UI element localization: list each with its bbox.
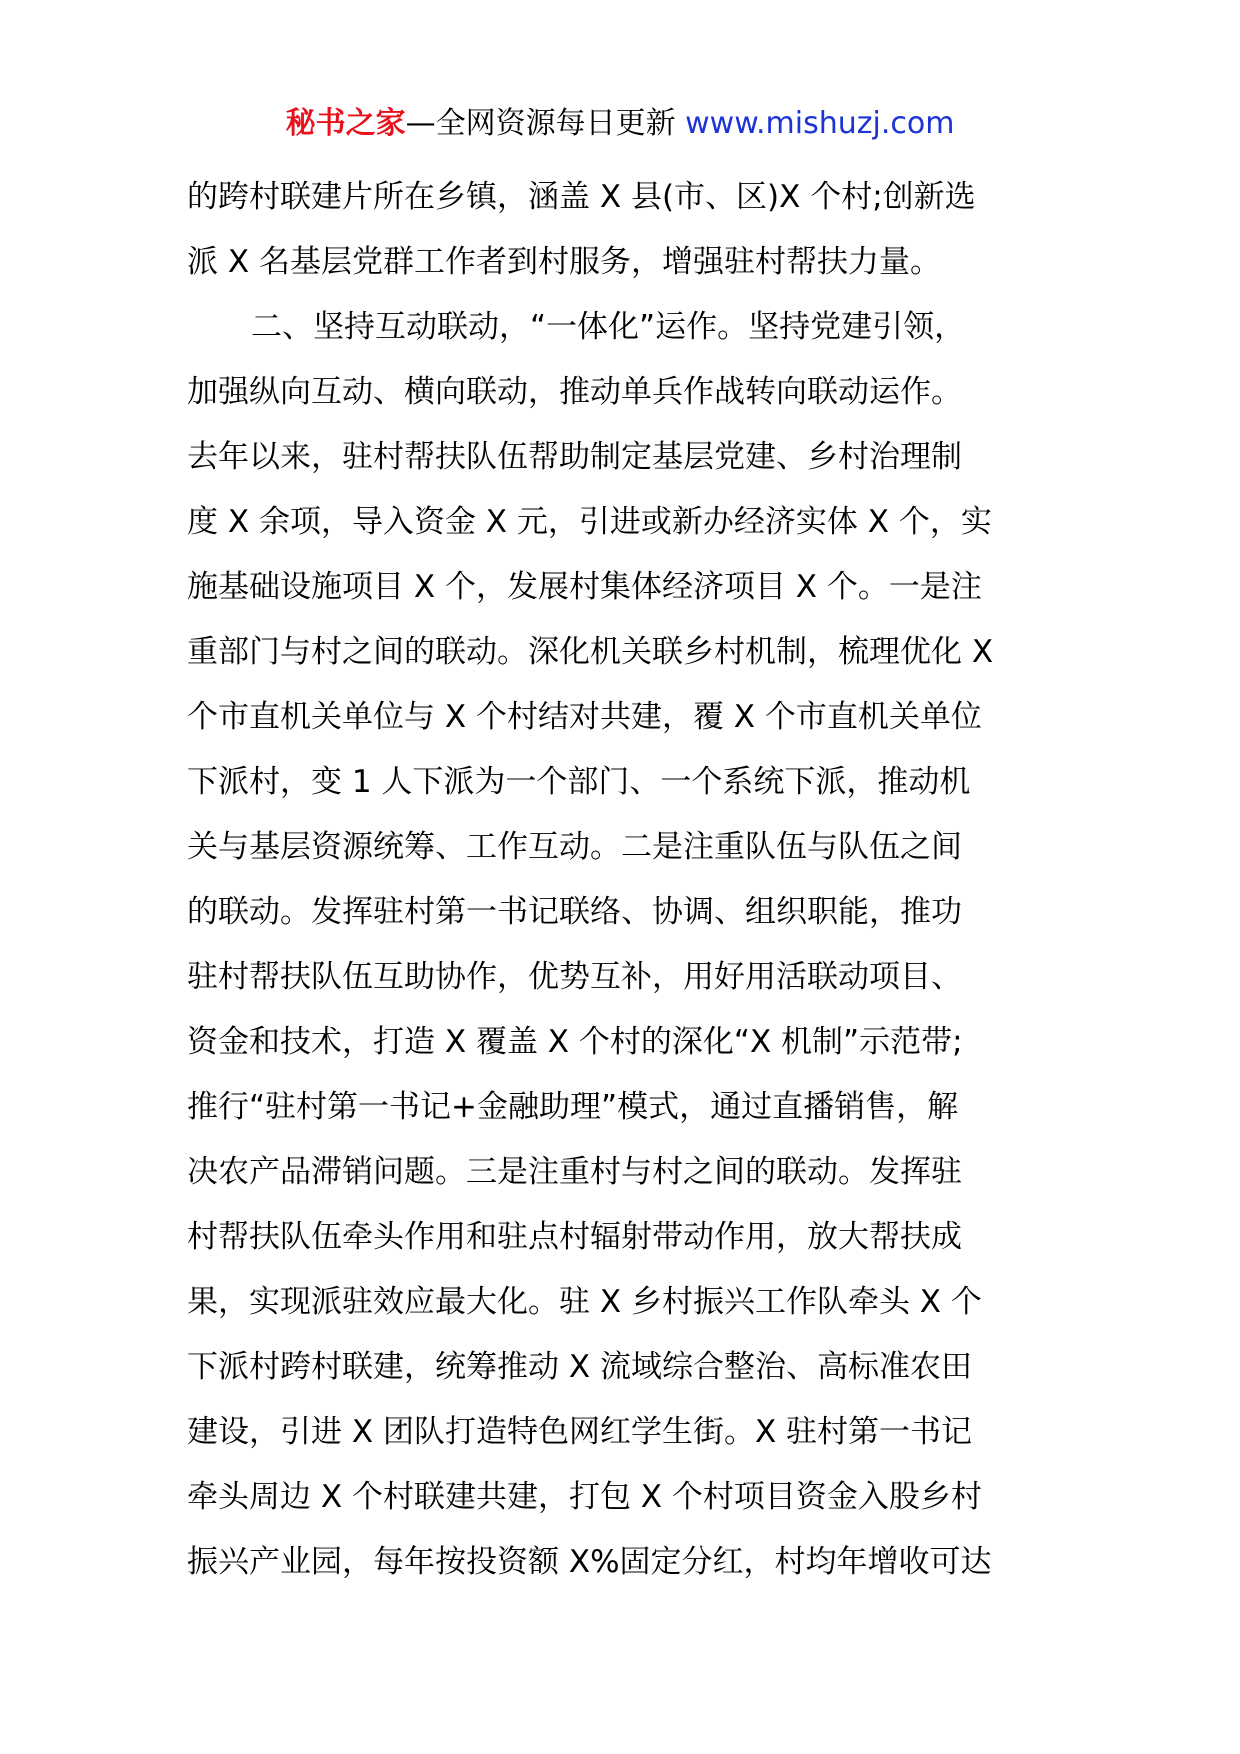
text-line: 决农产品滞销问题。三是注重村与村之间的联动。发挥驻 [187, 1154, 962, 1190]
section-heading-line: 二、坚持互动联动，“一体化”运作。坚持党建引领， [251, 309, 966, 345]
text-line: 推行“驻村第一书记+金融助理”模式，通过直播销售，解 [187, 1089, 959, 1125]
text-line: 振兴产业园，每年按投资额 X%固定分红，村均年增收可达 [187, 1544, 992, 1580]
text-line: 施基础设施项目 X 个，发展村集体经济项目 X 个。一是注 [187, 569, 982, 605]
text-line: 建设，引进 X 团队打造特色网红学生街。X 驻村第一书记 [187, 1414, 973, 1450]
document-body [187, 165, 1067, 1595]
text-line: 果，实现派驻效应最大化。驻 X 乡村振兴工作队牵头 X 个 [187, 1284, 982, 1320]
text-line: 的跨村联建片所在乡镇，涵盖 X 县(市、区)X 个村;创新选 [187, 179, 976, 215]
text-line: 去年以来，驻村帮扶队伍帮助制定基层党建、乡村治理制 [187, 439, 962, 475]
text-line: 派 X 名基层党群工作者到村服务，增强驻村帮扶力量。 [187, 244, 941, 280]
text-line: 资金和技术，打造 X 覆盖 X 个村的深化“X 机制”示范带; [187, 1024, 963, 1060]
text-line: 下派村，变 1 人下派为一个部门、一个系统下派，推动机 [187, 764, 971, 800]
header-tagline: —全网资源每日更新 [405, 106, 686, 141]
page-header [0, 102, 1240, 146]
text-line: 度 X 余项，导入资金 X 元，引进或新办经济实体 X 个，实 [187, 504, 992, 540]
text-line: 驻村帮扶队伍互助协作，优势互补，用好用活联动项目、 [187, 959, 962, 995]
text-line: 关与基层资源统筹、工作互动。二是注重队伍与队伍之间 [187, 829, 962, 865]
header-url-link[interactable]: www.mishuzj.com [685, 106, 955, 141]
text-line: 村帮扶队伍牵头作用和驻点村辐射带动作用，放大帮扶成 [187, 1219, 962, 1255]
text-line: 牵头周边 X 个村联建共建，打包 X 个村项目资金入股乡村 [187, 1479, 982, 1515]
text-line: 加强纵向互动、横向联动，推动单兵作战转向联动运作。 [187, 374, 962, 410]
header-brand: 秘书之家 [285, 106, 406, 141]
text-line: 下派村跨村联建，统筹推动 X 流域综合整治、高标准农田 [187, 1349, 972, 1385]
text-line: 个市直机关单位与 X 个村结对共建，覆 X 个市直机关单位 [187, 699, 982, 735]
text-line: 的联动。发挥驻村第一书记联络、协调、组织职能，推功 [187, 894, 962, 930]
text-line: 重部门与村之间的联动。深化机关联乡村机制，梳理优化 X [187, 634, 994, 670]
